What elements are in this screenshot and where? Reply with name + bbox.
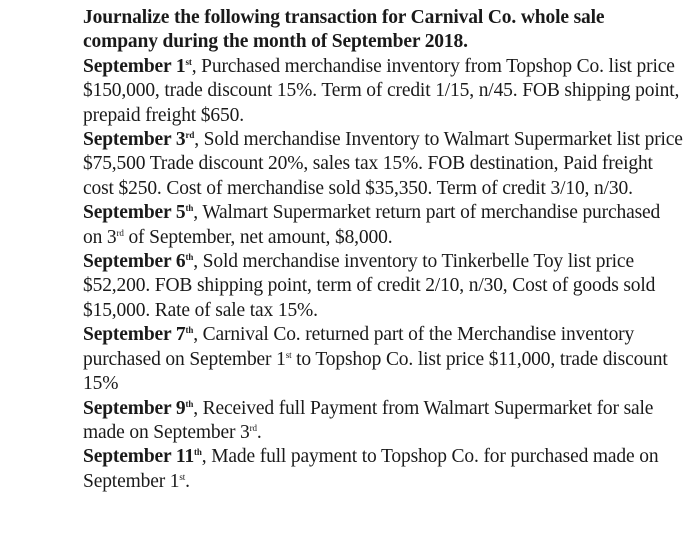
date-text: September 9 [83,397,186,419]
ref-suffix: rd [116,227,124,238]
transaction-date [83,202,193,223]
transaction-text-cont: . [185,470,190,492]
transaction-text: , Received full Payment from Walmart Supermarket for sale made on September 3 [83,397,654,443]
date-suffix: th [185,252,194,263]
transaction-sep-9 [83,397,683,446]
transaction-text: , Walmart Supermarket return part of merchandise purchased on 3 [83,202,661,248]
transaction-date [83,129,194,150]
transaction-text: , Purchased merchandise inventory from Topshop Co. list price $150,000, trade discount 15%. Term of credit 1/15, n/45. FOB shipping point, prepaid freight $650. [83,55,680,126]
date-suffix: st [185,56,192,67]
transaction-date [83,251,193,272]
date-suffix: th [194,447,202,458]
transaction-sep-1 [83,55,683,128]
transaction-sep-6 [83,250,683,323]
date-text: September 6 [83,251,186,273]
transaction-sep-11 [83,445,683,494]
date-suffix: th [185,203,194,214]
transaction-sep-7 [83,323,683,396]
date-suffix: rd [185,130,195,141]
transaction-sep-5 [83,201,683,250]
date-suffix: th [185,398,194,409]
date-text: September 11 [83,446,195,468]
date-text: September 5 [83,202,186,224]
transaction-text-cont: of September, net amount, $8,000. [123,226,393,248]
transaction-text: , Made full payment to Topshop Co. for purchased made on September 1 [83,446,659,492]
transaction-date [83,398,193,419]
transaction-text: , Sold merchandise Inventory to Walmart Supermarket list price $75,500 Trade discount 20%, sales tax 15%. FOB destination, Paid freight cost $250. Cost of merchandise sold $35,350. Term of credit 3/10, n/30. [83,129,683,199]
transaction-date [83,56,192,77]
document-body [83,6,683,494]
transaction-date [83,324,193,345]
transaction-text-cont: . [256,421,262,443]
transaction-text: , Carnival Co. returned part of the Merchandise inventory purchased on September 1 [83,324,635,370]
date-text: September 7 [83,324,186,346]
transaction-date [83,446,202,467]
ref-suffix: st [285,349,292,360]
date-text: September 1 [83,55,186,77]
question-title: Journalize the following transaction for Carnival Co. whole sale company during the month of September 2018. [83,7,605,53]
transaction-text: , Sold merchandise inventory to Tinkerbelle Toy list price $52,200. FOB shipping point, term of credit 2/10, n/30, Cost of goods sold $15,000. Rate of sale tax 15%. [83,251,656,321]
date-text: September 3 [83,129,186,151]
ref-suffix: rd [249,422,257,433]
transaction-sep-3 [83,128,683,201]
transaction-text-cont: to Topshop Co. list price $11,000, trade discount 15% [83,348,668,395]
date-suffix: th [185,325,194,336]
ref-suffix: st [179,471,186,482]
